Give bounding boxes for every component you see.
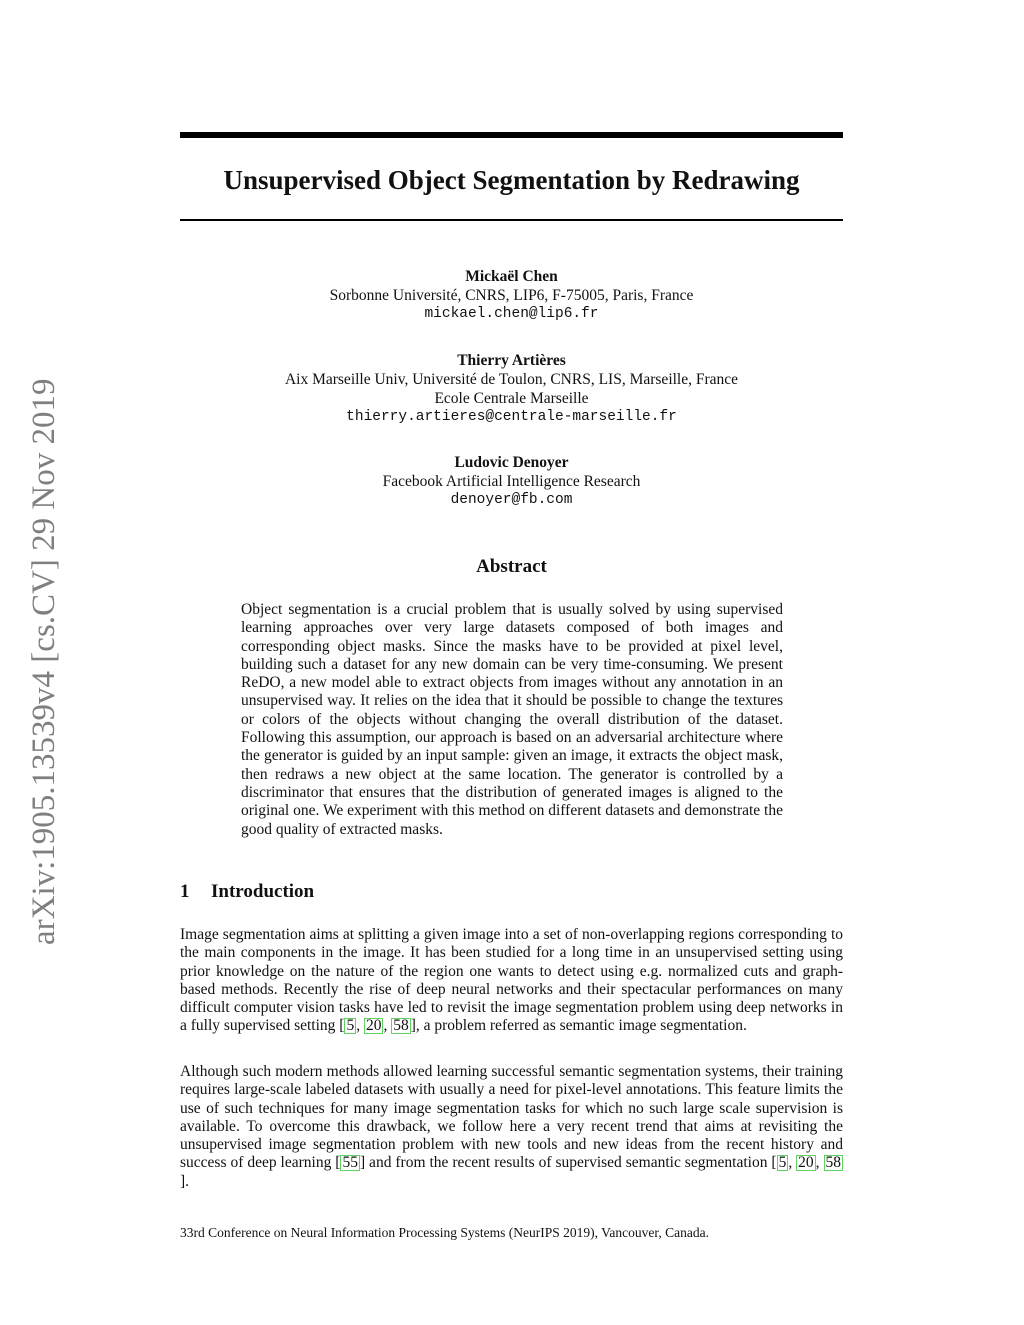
paragraph-text: Image segmentation aims at splitting a given image into a set of non-overlapping regions corresponding to the main components in the image. It has been studied for a long time in an unsupervised setting using prior knowledge on the nature of the region one wants to detect using e.g. normalized cuts and graph-based methods. Recently the rise of deep neural networks and their spectacular performances on many difficult computer vision tasks have led to revisit the image segmentation problem using deep networks in a fully supervised setting [ xyxy=(180,926,843,1035)
author-block-3 xyxy=(180,453,843,510)
section-title: Introduction xyxy=(211,881,315,902)
citation-link[interactable]: 5 xyxy=(778,1154,787,1172)
title-bottom-rule xyxy=(180,219,843,221)
citation-link[interactable]: 5 xyxy=(346,1017,355,1035)
abstract-heading: Abstract xyxy=(476,556,547,577)
paragraph-text: ]. xyxy=(180,1172,190,1190)
author-email: denoyer@fb.com xyxy=(450,492,573,508)
author-block-1 xyxy=(180,267,843,324)
author-affiliation: Aix Marseille Univ, Université de Toulon, CNRS, LIS, Marseille, France xyxy=(284,371,739,388)
abstract-text: Object segmentation is a crucial problem that is usually solved by using supervised learning approaches over very large datasets composed of both images and corresponding object masks. Since the masks have to be provided at pixel level, building such a dataset for any new domain can be very time-consuming. We present ReDO, a new model able to extract objects from images without any annotation in an unsupervised way. It relies on the idea that it should be possible to change the textures or colors of the objects without changing the overall distribution of the dataset. Following this assumption, our approach is based on an adversarial architecture where the generator is guided by an input sample: given an image, it extracts the object mask, then redraws a new object at the same location. The generator is controlled by a discriminator that ensures that the distribution of generated images is aligned to the original one. We experiment with this method on different datasets and demonstrate the good quality of extracted masks. xyxy=(241,601,783,838)
citation-link[interactable]: 20 xyxy=(798,1154,814,1172)
title-top-rule xyxy=(180,132,843,138)
arxiv-sidebar xyxy=(22,345,66,945)
paragraph-text: ] and from the recent results of supervised semantic segmentation [ xyxy=(359,1154,777,1172)
author-email: thierry.artieres@centrale-marseille.fr xyxy=(346,409,677,425)
citation-link[interactable]: 20 xyxy=(365,1017,382,1035)
intro-paragraph-1: Image segmentation aims at splitting a given image into a set of non-overlapping regions corresponding to the main components in the image. It has been studied for a long time in an unsupervised setting using prior knowledge on the nature of the region one wants to detect using e.g. normalized cuts and graph-based methods. Recently the rise of deep neural networks and their spectacular performances on many difficult computer vision tasks have led to revisit the image segmentation problem using deep networks in a fully supervised setting [ 5 , 20 , 58 ], a problem referred as semantic image segmentation. xyxy=(180,926,843,1035)
author-name: Thierry Artières xyxy=(457,352,566,369)
author-block-2 xyxy=(180,351,843,427)
author-email: mickael.chen@lip6.fr xyxy=(424,306,599,322)
paragraph-text: Although such modern methods allowed learning successful semantic segmentation systems, their training requires large-scale labeled datasets with usually a need for pixel-level annotations. This feature limits the use of such techniques for many image segmentation tasks for which no such large scale supervision is available. To overcome this drawback, we follow here a very recent trend that aims at revisiting the unsupervised image segmentation problem with new tools and new ideas from the recent history and success of deep learning [ xyxy=(180,1063,843,1172)
citation-link[interactable]: 55 xyxy=(342,1154,358,1172)
section-heading-introduction xyxy=(180,880,843,904)
section-number: 1 xyxy=(180,881,190,902)
author-name: Ludovic Denoyer xyxy=(454,454,569,471)
paper-title: Unsupervised Object Segmentation by Redrawing xyxy=(223,165,800,195)
arxiv-identifier: arXiv:1905.13539v4 [cs.CV] 29 Nov 2019 xyxy=(26,378,62,945)
conference-footnote: 33rd Conference on Neural Information Processing Systems (NeurIPS 2019), Vancouver, Canada. xyxy=(180,1225,709,1240)
author-name: Mickaël Chen xyxy=(465,268,558,285)
author-affiliation: Facebook Artificial Intelligence Research xyxy=(382,473,641,490)
intro-paragraph-2: Although such modern methods allowed learning successful semantic segmentation systems, their training requires large-scale labeled datasets with usually a need for pixel-level annotations. This feature limits the use of such techniques for many image segmentation tasks for which no such large scale supervision is available. To overcome this drawback, we follow here a very recent trend that aims at revisiting the unsupervised image segmentation problem with new tools and new ideas from the recent history and success of deep learning [ 55 ] and from the recent results of supervised semantic segmentation [ 5 , 20 , 58]. xyxy=(180,1063,843,1190)
author-affiliation-2: Ecole Centrale Marseille xyxy=(434,390,589,407)
author-affiliation: Sorbonne Université, CNRS, LIP6, F-75005, Paris, France xyxy=(329,287,694,304)
citation-link[interactable]: 58 xyxy=(393,1017,409,1035)
citation-link[interactable]: 58 xyxy=(825,1154,841,1172)
paragraph-text: ], a problem referred as semantic image segmentation. xyxy=(410,1017,747,1035)
